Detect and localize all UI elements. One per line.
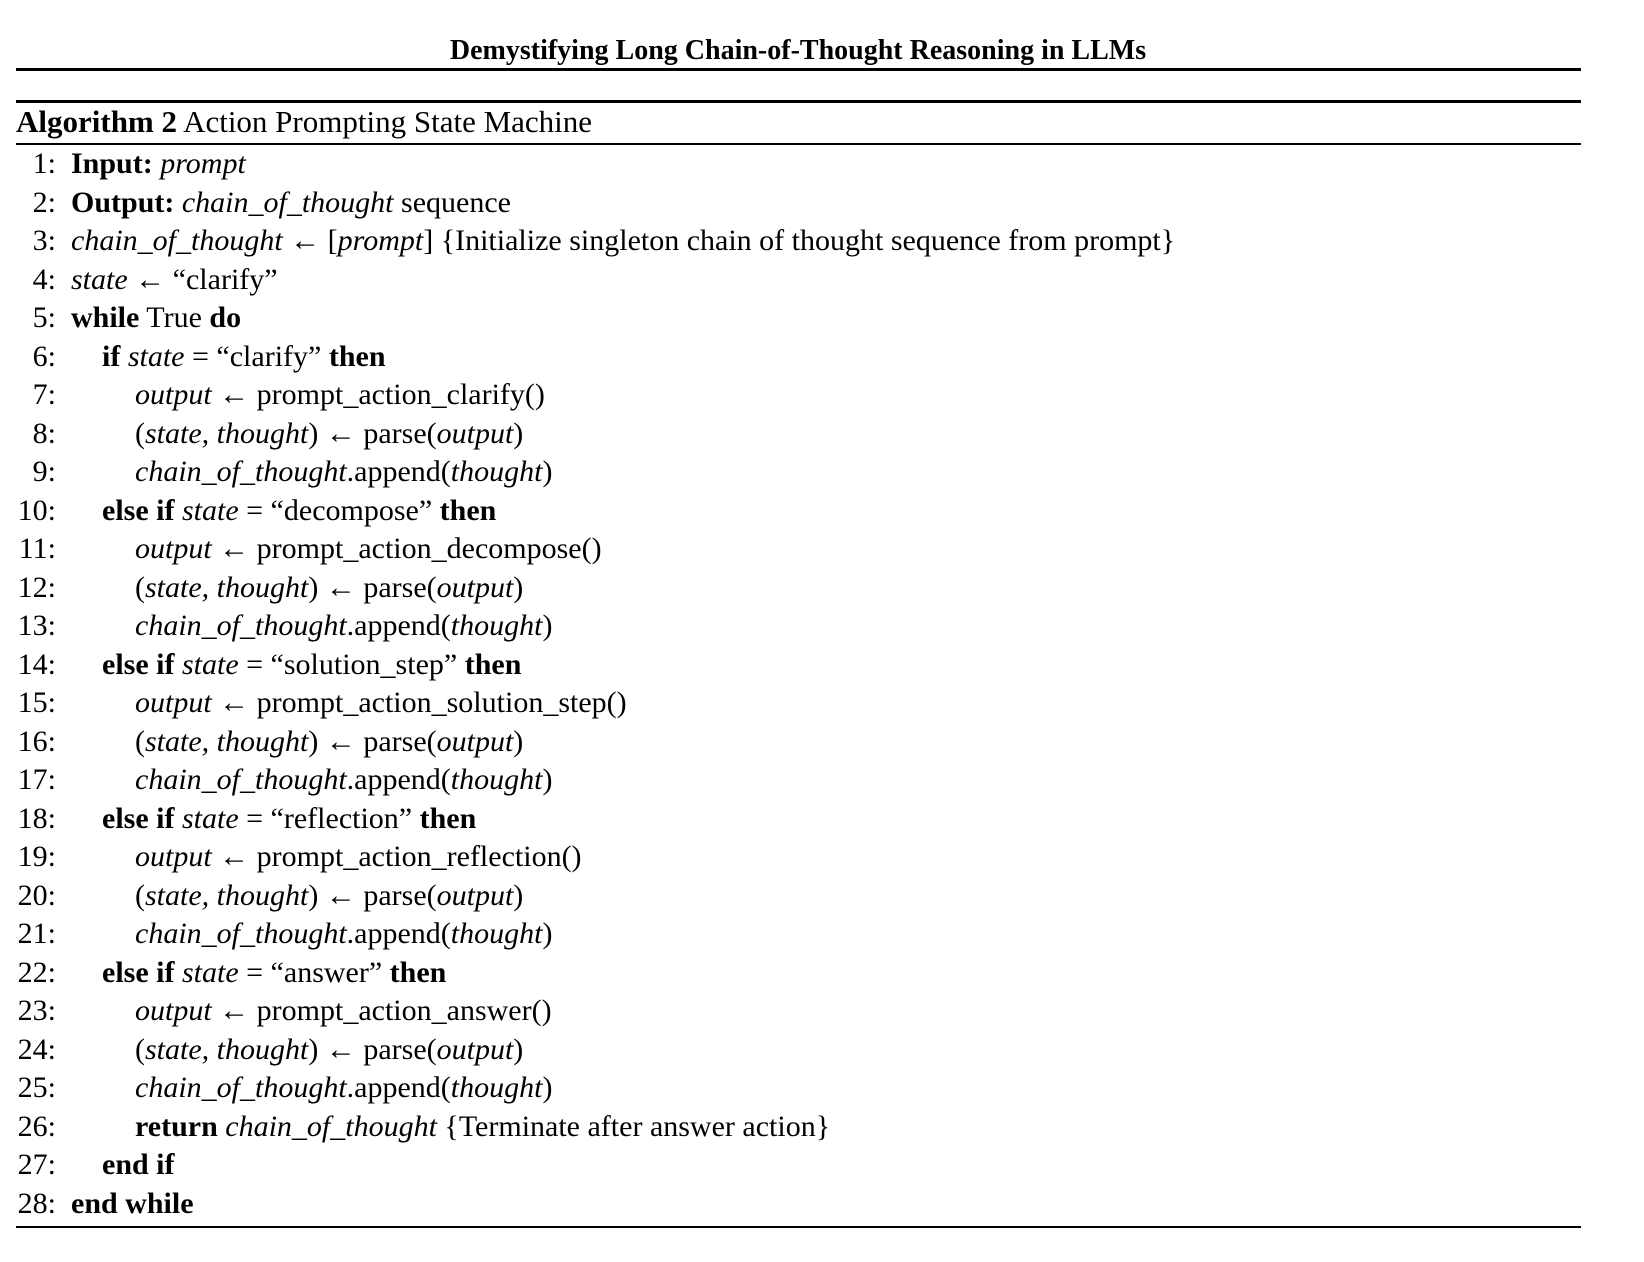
line-number: 23: <box>17 994 56 1027</box>
line-number: 16: <box>17 724 56 758</box>
algorithm-line <box>0 453 1600 492</box>
line-code <box>135 1108 830 1147</box>
line-code <box>71 1185 194 1224</box>
variable: thought <box>450 763 543 796</box>
keyword: then <box>439 493 497 527</box>
variable: output <box>135 994 212 1027</box>
code-text: ( <box>135 570 145 604</box>
keyword: return <box>135 1109 218 1143</box>
variable: chain_of_thought <box>135 763 347 796</box>
algorithm-line <box>0 492 1600 531</box>
code-text: = “clarify” <box>184 339 329 373</box>
line-code <box>71 145 246 184</box>
keyword: while <box>71 301 140 334</box>
variable: thought <box>450 609 543 642</box>
variable: chain_of_thought <box>135 917 347 950</box>
line-number: 7: <box>32 378 56 411</box>
variable: state <box>181 801 239 835</box>
code-text: ) ← parse( <box>308 724 437 758</box>
line-code <box>135 569 523 608</box>
code-text: ← prompt_action_answer() <box>211 994 552 1027</box>
code-text: ← prompt_action_reflection() <box>211 840 582 873</box>
line-code <box>102 800 476 839</box>
line-number: 13: <box>17 609 56 642</box>
code-text: ) <box>542 763 553 796</box>
variable: state, thought <box>145 878 309 912</box>
line-code <box>71 184 511 223</box>
keyword: Input: <box>71 147 153 180</box>
line-code <box>71 299 241 338</box>
code-text: ) <box>513 416 524 450</box>
variable: chain_of_thought <box>225 1109 437 1143</box>
line-number: 4: <box>32 262 56 296</box>
variable: output <box>135 532 212 565</box>
algorithm-line <box>0 800 1600 839</box>
variable: output <box>436 1032 514 1066</box>
code-text: ) <box>513 878 524 912</box>
algorithm-caption <box>16 102 592 142</box>
code-text: .append( <box>346 917 451 950</box>
algorithm-line <box>0 761 1600 800</box>
line-code <box>135 607 552 646</box>
algorithm-line <box>0 1108 1600 1147</box>
variable: state, thought <box>145 570 309 604</box>
line-number: 18: <box>17 801 56 835</box>
keyword: then <box>328 339 386 373</box>
keyword: then <box>389 955 447 989</box>
keyword: Output: <box>71 185 175 219</box>
code-text <box>174 648 182 681</box>
line-number: 17: <box>17 763 56 796</box>
variable: state <box>181 647 239 681</box>
variable: state <box>181 955 239 989</box>
variable: chain_of_thought <box>135 1071 347 1104</box>
line-number: 8: <box>32 416 56 450</box>
code-text <box>174 186 182 219</box>
variable: state <box>127 339 185 373</box>
line-code <box>135 838 582 877</box>
algorithm-line <box>0 1185 1600 1224</box>
algorithm-line <box>0 877 1600 916</box>
line-code <box>135 1069 552 1108</box>
line-code <box>135 723 523 762</box>
variable: state, thought <box>145 1032 309 1066</box>
code-text: ) <box>513 570 524 604</box>
line-number: 2: <box>32 185 56 219</box>
code-text: sequence <box>393 185 511 219</box>
variable: output <box>135 840 212 873</box>
code-text: ) <box>513 1032 524 1066</box>
line-code <box>135 415 523 454</box>
line-number: 19: <box>17 840 56 873</box>
keyword: end while <box>71 1186 194 1220</box>
variable: output <box>436 416 514 450</box>
algorithm-line <box>0 184 1600 223</box>
algorithm-line <box>0 1146 1600 1185</box>
code-text: ) ← parse( <box>308 1032 437 1066</box>
variable: state, thought <box>145 416 309 450</box>
variable: state, thought <box>145 724 309 758</box>
header-rule <box>16 68 1581 71</box>
line-number: 1: <box>32 147 56 180</box>
code-text: .append( <box>346 763 451 796</box>
algorithm-line <box>0 1031 1600 1070</box>
variable: output <box>436 570 514 604</box>
line-number: 26: <box>17 1109 56 1143</box>
line-number: 22: <box>17 955 56 989</box>
code-text: ) <box>542 609 553 642</box>
line-code <box>135 1031 523 1070</box>
line-code <box>135 684 627 723</box>
line-code <box>135 376 545 415</box>
algorithm-label: Algorithm 2 <box>16 104 178 139</box>
algorithm-line <box>0 261 1600 300</box>
code-text: ← prompt_action_clarify() <box>211 378 545 411</box>
code-text: = “decompose” <box>238 493 440 527</box>
variable: output <box>436 878 514 912</box>
algorithm-line <box>0 1069 1600 1108</box>
keyword: else if <box>102 801 175 835</box>
algorithm-line <box>0 915 1600 954</box>
variable: chain_of_thought <box>181 185 394 219</box>
code-text: = “answer” <box>238 955 390 989</box>
keyword: then <box>464 647 522 681</box>
line-code <box>102 954 446 993</box>
algorithm-line <box>0 838 1600 877</box>
code-text: ] {Initialize singleton chain of thought sequence from prompt} <box>423 224 1176 257</box>
algorithm-line <box>0 376 1600 415</box>
code-text: True <box>139 301 210 334</box>
code-text <box>120 340 128 373</box>
line-code <box>135 877 523 916</box>
code-text: ( <box>135 416 145 450</box>
code-text: ) ← parse( <box>308 416 437 450</box>
keyword: else if <box>102 647 175 681</box>
variable: thought <box>450 1071 543 1104</box>
keyword: else if <box>102 955 175 989</box>
code-text: ) <box>542 1071 553 1104</box>
code-text: = “reflection” <box>238 801 420 835</box>
code-text: ( <box>135 878 145 912</box>
line-number: 24: <box>17 1032 56 1066</box>
line-code <box>102 492 496 531</box>
line-number: 5: <box>32 301 56 334</box>
code-text: .append( <box>346 1071 451 1104</box>
line-code <box>135 992 552 1031</box>
code-text: ) <box>542 455 553 488</box>
keyword: else if <box>102 493 175 527</box>
code-text: ( <box>135 724 145 758</box>
keyword: then <box>419 801 477 835</box>
line-code <box>135 761 552 800</box>
line-number: 3: <box>32 224 56 257</box>
line-number: 20: <box>17 878 56 912</box>
algorithm-line <box>0 569 1600 608</box>
variable: chain_of_thought <box>135 609 347 642</box>
code-text <box>174 494 182 527</box>
algorithm-line <box>0 338 1600 377</box>
algorithm-line <box>0 299 1600 338</box>
variable: output <box>436 724 514 758</box>
line-code <box>135 915 552 954</box>
code-text: ) <box>542 917 553 950</box>
algorithm-line <box>0 222 1600 261</box>
algorithm-line <box>0 954 1600 993</box>
variable: thought <box>450 455 543 488</box>
line-code <box>102 1146 175 1185</box>
code-text: ← “clarify” <box>127 262 278 296</box>
line-number: 12: <box>17 570 56 604</box>
code-text: ) ← parse( <box>308 570 437 604</box>
line-number: 25: <box>17 1071 56 1104</box>
variable: prompt <box>160 147 246 180</box>
line-number: 6: <box>32 339 56 373</box>
code-text: = “solution_step” <box>238 647 465 681</box>
algorithm-line <box>0 684 1600 723</box>
variable: chain_of_thought <box>135 455 347 488</box>
algorithm-line <box>0 607 1600 646</box>
code-text: ( <box>135 1032 145 1066</box>
line-code <box>102 338 386 377</box>
algorithm-line <box>0 415 1600 454</box>
code-text: {Terminate after answer action} <box>436 1109 831 1143</box>
line-number: 11: <box>18 532 56 565</box>
line-number: 21: <box>17 917 56 950</box>
running-title: Demystifying Long Chain-of-Thought Reasoning in LLMs <box>449 35 1147 66</box>
line-code <box>71 222 1175 261</box>
line-code <box>135 453 552 492</box>
line-number: 15: <box>17 686 56 719</box>
variable: prompt <box>337 224 424 257</box>
keyword: end if <box>102 1148 175 1181</box>
line-number: 27: <box>17 1148 56 1181</box>
algorithm-line <box>0 646 1600 685</box>
variable: chain_of_thought <box>71 224 283 257</box>
variable: state <box>181 493 239 527</box>
code-text: ← [ <box>282 224 338 257</box>
code-text: ← prompt_action_solution_step() <box>211 686 627 719</box>
algorithm-line <box>0 530 1600 569</box>
code-text <box>174 802 182 835</box>
keyword: do <box>209 301 242 334</box>
code-text: .append( <box>346 609 451 642</box>
algorithm-line <box>0 723 1600 762</box>
code-text: .append( <box>346 455 451 488</box>
code-text: ← prompt_action_decompose() <box>211 532 602 565</box>
keyword: if <box>102 339 121 373</box>
line-code <box>102 646 521 685</box>
line-number: 10: <box>17 493 56 527</box>
algorithm-body <box>0 145 1600 1223</box>
line-number: 14: <box>17 647 56 681</box>
code-text: ) <box>513 724 524 758</box>
variable: output <box>135 686 212 719</box>
code-text: ) ← parse( <box>308 878 437 912</box>
line-number: 9: <box>32 455 56 488</box>
line-code <box>135 530 602 569</box>
algorithm-title: Action Prompting State Machine <box>183 104 593 139</box>
variable: state <box>71 262 128 296</box>
algorithm-line <box>0 145 1600 184</box>
code-text <box>174 956 182 989</box>
algorithm-bottom-rule <box>16 1226 1581 1228</box>
variable: output <box>135 378 212 411</box>
algorithm-line <box>0 992 1600 1031</box>
variable: thought <box>450 917 543 950</box>
line-code <box>71 261 278 300</box>
line-number: 28: <box>17 1186 56 1220</box>
